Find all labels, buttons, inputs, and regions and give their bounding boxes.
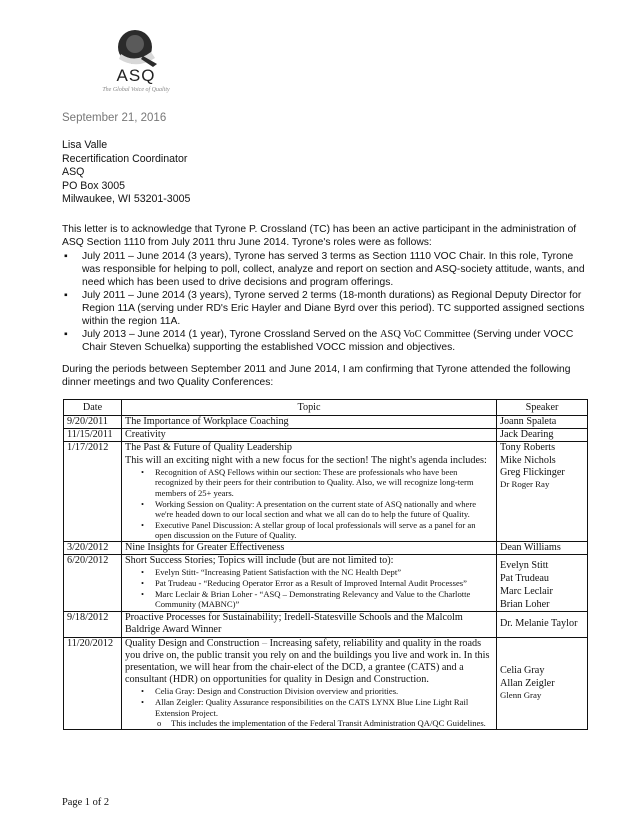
logo-wordmark: ASQ — [116, 66, 156, 85]
cell-speaker — [497, 637, 588, 729]
topic-item: • Allan Zeigler: Quality Assurance responsibilities on the CATS LYNX Blue Line Light Rail Extension Project. — [143, 697, 493, 718]
roles-list — [62, 250, 586, 354]
page-number: Page 1 of 2 — [62, 797, 110, 808]
role-text: July 2011 – June 2014 (3 years), Tyrone has served 3 terms as Section 1110 VOC Chair. In this role, Tyrone was responsible for helping to poll, collect, analyze and report on section and ASQ-society attitude, wants, and need which has been used to drive decisions and program offerings. — [82, 251, 585, 288]
speaker-name: Joann Spaleta — [500, 416, 557, 427]
topic-item: • Evelyn Stitt- “Increasing Patient Satisfaction with the NC Health Dept” — [143, 567, 493, 578]
recipient-name: Lisa Valle — [62, 139, 108, 151]
cell-date: 9/18/2012 — [64, 612, 122, 637]
cell-topic — [122, 555, 497, 612]
role-item — [62, 328, 586, 354]
recipient-org: ASQ — [62, 166, 85, 178]
speaker-name: Evelyn Stitt — [500, 560, 549, 572]
cell-date: 3/20/2012 — [64, 541, 122, 554]
cell-topic — [122, 429, 497, 442]
speaker-name: Tony Roberts — [500, 442, 556, 454]
cell-date: 11/15/2011 — [64, 429, 122, 442]
speaker-name: Brian Loher — [500, 599, 550, 611]
speaker-name: Glenn Gray — [500, 689, 542, 700]
speaker-name: Celia Gray — [500, 665, 545, 677]
topic-title: The Importance of Workplace Coaching — [125, 416, 289, 427]
asq-q-logo-icon — [113, 28, 159, 68]
topic-title: The Past & Future of Quality Leadership — [125, 442, 292, 454]
cell-topic — [122, 442, 497, 542]
cell-topic — [122, 637, 497, 729]
cell-speaker — [497, 555, 588, 612]
table-row — [64, 416, 588, 429]
topic-title: Quality Design and Construction — [125, 637, 260, 649]
recipient-city: Milwaukee, WI 53201-3005 — [62, 193, 191, 205]
speaker-name: Greg Flickinger — [500, 466, 565, 478]
cell-topic — [122, 416, 497, 429]
during-paragraph: During the periods between September 2011 and June 2014, I am confirming that Tyrone attended the following dinner meetings and two Quality Conferences: — [62, 364, 571, 388]
topic-title: Nine Insights for Greater Effectiveness — [125, 541, 285, 553]
recipient-address — [62, 139, 190, 207]
cell-speaker — [497, 541, 588, 554]
table-row — [64, 429, 588, 442]
role-committee-name: ASQ VoC Committee — [380, 329, 471, 340]
role-item — [62, 289, 586, 328]
cell-date: 9/20/2011 — [64, 416, 122, 429]
role-text-after: (Serving under VOCC Chair Steven Schuelka) supporting the established VOCC mission and objectives. — [82, 329, 574, 353]
cell-date: 1/17/2012 — [64, 442, 122, 542]
cell-date: 6/20/2012 — [64, 555, 122, 612]
topic-items — [125, 686, 493, 718]
role-text-before: July 2013 – June 2014 (1 year), Tyrone Crossland Served on the — [82, 329, 381, 340]
events-table — [63, 399, 588, 730]
cell-topic — [122, 541, 497, 554]
speaker-name: Dr. Melanie Taylor — [500, 618, 578, 630]
topic-subitem: o This includes the implementation of the Federal Transit Administration QA/QC Guidelines. — [157, 718, 493, 729]
topic-item: • Marc Leclair & Brian Loher - “ASQ – Demonstrating Relevancy and Value to the Charlotte Community (MABNC)” — [143, 589, 493, 610]
cell-topic — [122, 612, 497, 637]
header-speaker: Speaker — [497, 400, 588, 416]
role-text: July 2011 – June 2014 (3 years), Tyrone served 2 terms (18-month durations) as Regional Deputy Director for Region 11A (serving under RD's Eric Hayler and Diane Byrd over this period). TC supported assigned sections within the region 11A. — [82, 290, 585, 327]
speaker-name: Jack Dearing — [500, 429, 554, 441]
topic-description: Increasing safety, reliability and quality in the roads you drive on, the public transit you rely on and the buildings you live and work in. In this presentation, we will hear from the chair-elect of the DCD, a grantee (CATS) and a consultant (HDR) on opportunities for quality in Design and Construction. — [125, 637, 490, 686]
topic-item: • Recognition of ASQ Fellows within our section: These are professionals who have been recognized by their peers for their contribution to Quality. Also, we will recognize long-term members of 25+ years. — [143, 467, 493, 499]
bullet-icon: ▪ — [64, 329, 68, 340]
role-item — [62, 250, 586, 289]
table-row — [64, 555, 588, 612]
bullet-icon: ▪ — [64, 251, 68, 262]
speaker-name: Allan Zeigler — [500, 677, 555, 689]
topic-item: • Executive Panel Discussion: A stellar group of local professionals will serve as a panel for an open discussion on the Future of Quality. — [143, 520, 493, 541]
cell-speaker — [497, 429, 588, 442]
asq-logo — [96, 28, 176, 93]
cell-speaker — [497, 442, 588, 542]
speaker-name: Marc Leclair — [500, 586, 553, 598]
topic-items — [125, 567, 493, 609]
topic-title: Proactive Processes for Sustainability; Iredell-Statesville Schools and the Malcolm Baldrige Award Winner — [125, 612, 463, 636]
cell-speaker — [497, 416, 588, 429]
topic-item: • Working Session on Quality: A presentation on the current state of ASQ nationally and where we're headed down to our local section and what we all can do to help the future of Quality. — [143, 499, 493, 520]
cell-date: 11/20/2012 — [64, 637, 122, 729]
intro-paragraph: This letter is to acknowledge that Tyrone P. Crossland (TC) has been an active participant in the administration of ASQ Section 1110 from July 2011 thru June 2014. Tyrone's roles were as follows: — [62, 224, 577, 248]
recipient-title: Recertification Coordinator — [62, 152, 188, 165]
topic-title: Creativity — [125, 429, 166, 441]
header-date: Date — [64, 400, 122, 416]
table-row — [64, 612, 588, 637]
speaker-name: Pat Trudeau — [500, 573, 549, 585]
topic-description: This will an exciting night with a new focus for the section! The night's agenda includes: — [125, 454, 487, 466]
topic-dash: – — [259, 637, 270, 649]
logo-tagline: The Global Voice of Quality — [102, 87, 170, 93]
cell-speaker — [497, 612, 588, 637]
recipient-pobox: PO Box 3005 — [62, 179, 126, 192]
speaker-name: Mike Nichols — [500, 454, 556, 466]
table-row — [64, 637, 588, 729]
header-topic: Topic — [122, 400, 497, 416]
bullet-icon: ▪ — [64, 290, 68, 301]
table-row — [64, 541, 588, 554]
table-header-row — [64, 400, 588, 416]
topic-subitems — [125, 718, 493, 729]
topic-item: • Celia Gray: Design and Construction Division overview and priorities. — [143, 686, 493, 697]
speaker-name: Dean Williams — [500, 541, 561, 553]
table-row — [64, 442, 588, 542]
speaker-name: Dr Roger Ray — [500, 479, 550, 490]
topic-description-block — [125, 638, 493, 687]
topic-items — [125, 467, 493, 541]
letter-date: September 21, 2016 — [62, 112, 167, 124]
topic-title: Short Success Stories; Topics will include (but are not limited to): — [125, 555, 394, 567]
topic-item: • Pat Trudeau - “Reducing Operator Error as a Result of Improved Internal Audit Processes” — [143, 578, 493, 589]
